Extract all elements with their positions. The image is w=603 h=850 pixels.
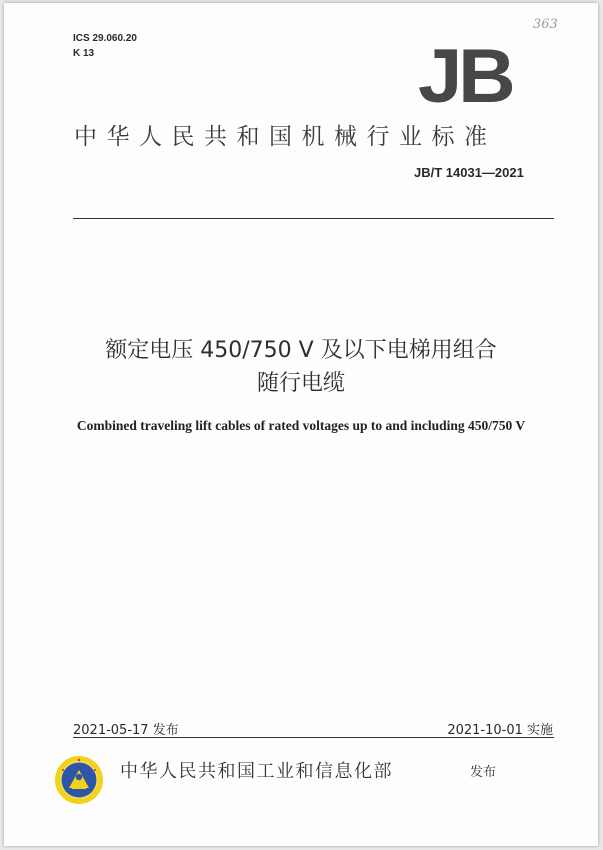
footer-divider	[73, 737, 554, 738]
ccs-code: K 13	[73, 48, 95, 59]
ministry-emblem	[54, 755, 104, 805]
ics-code: ICS 29.060.20	[73, 33, 137, 44]
implementation-date: 2021-10-01 实施	[447, 723, 553, 738]
issuing-authority: 中华人民共和国工业和信息化部	[120, 761, 393, 782]
chinese-title-line-2: 随行电缆	[256, 371, 345, 396]
document-cover-page	[4, 3, 598, 846]
issue-label: 发布	[470, 765, 497, 780]
standard-number: JB/T 14031—2021	[414, 165, 524, 180]
standard-category-title: 中华人民共和国机械行业标准	[74, 124, 497, 150]
chinese-title-line-1: 额定电压 450/750 V 及以下电梯用组合	[105, 338, 497, 363]
english-title: Combined traveling lift cables of rated voltages up to and including 450/750 V	[76, 418, 526, 433]
handwritten-note: 363	[533, 17, 558, 32]
issue-date: 2021-05-17 发布	[73, 723, 179, 738]
jb-logo: JB	[418, 34, 512, 119]
header-divider	[73, 218, 554, 219]
